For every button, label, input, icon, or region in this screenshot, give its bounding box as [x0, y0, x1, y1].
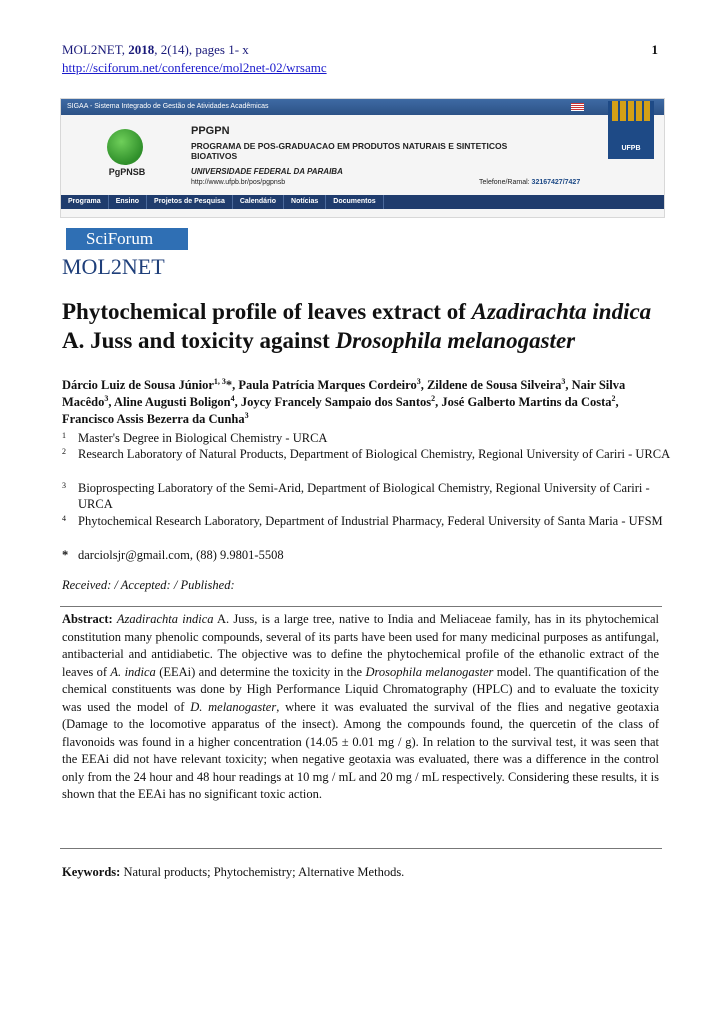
nav-item-projetos[interactable]: Projetos de Pesquisa	[147, 195, 233, 209]
abstract: Abstract: Azadirachta indica A. Juss, is a large tree, native to India and Meliaceae family, has in its phytochemical constitution many phenolic compounds, several of its parts have been used for many medicinal purposes as antifungal, antibacterial and antidiabetic. The objective was to define the phytochemical profile of the ethanolic extract of the leaves of A. indica (EEAi) and determine the toxicity in the Drosophila melanogaster model. The quantification of the chemical constituents was done by High Performance Liquid Chromatography (HPLC) and to evaluate the toxicity was used the model of D. melanogaster, where it was evaluated the survival of the flies and negative geotaxia (Damage to the locomotive apparatus of the insect). Among the compounds found, the quercetin of the class of flavonoids was found in a higher concentration (14.05 ± 0.01 mg / g). In relation to the survival test, it was seen that the EEAi did not have relevant toxicity; when negative geotaxia was evaluated, there was a difference in the control only from the 24 hour and 48 hour readings at 10 mg / mL and 20 mg / mL respectively. Considering these results, it is shown that the EEAi has no significant toxic action.	[62, 612, 660, 801]
author: Dárcio Luiz de Sousa Júnior$^{1, 3}$*,	[62, 376, 239, 392]
journal-name: MOL2NET	[62, 42, 122, 57]
author: José Galberto Martins da Costa$^2$,	[441, 393, 619, 409]
title-species-2: Drosophila melanogaster	[335, 328, 576, 353]
nav-item-noticias[interactable]: Notícias	[284, 195, 326, 209]
sciforum-badge: SciForum	[66, 228, 188, 250]
corresponding-contact: * darciolsjr@gmail.com, (88) 9.9801-5508	[62, 548, 284, 562]
nav-item-documentos[interactable]: Documentos	[326, 195, 383, 209]
nav-item-ensino[interactable]: Ensino	[109, 195, 147, 209]
pgpnsb-logo-icon	[107, 129, 143, 165]
divider-top	[60, 606, 662, 607]
program-banner	[60, 98, 665, 218]
program-site: http://www.ufpb.br/pos/pgpnsb	[191, 179, 286, 186]
university-name: UNIVERSIDADE FEDERAL DA PARAIBA	[191, 167, 343, 176]
program-phone: Telefone/Ramal: 32167427/7427	[479, 179, 581, 186]
keywords: Keywords: Natural products; Phytochemistry; Alternative Methods.	[62, 865, 405, 879]
author: Aline Augusti Boligon$^4$,	[113, 393, 241, 409]
affiliation-1: 1 Master's Degree in Biological Chemistry - URCA	[62, 431, 328, 445]
pgpnsb-label: PgPNSB	[108, 167, 146, 177]
affiliation-4: 4 Phytochemical Research Laboratory, Department of Industrial Pharmacy, Federal University of Santa Maria - UFSM	[62, 514, 663, 528]
conference-link[interactable]: http://sciforum.net/conference/mol2net-02/wrsamc	[62, 60, 327, 75]
divider-bottom	[60, 848, 662, 849]
flag-icon[interactable]	[571, 103, 584, 111]
author: Nair Silva Macêdo$^3$,	[62, 378, 626, 409]
program-acronym: PPGPN	[191, 125, 230, 137]
title-species-1: Azadirachta indica	[471, 299, 652, 324]
author: Paula Patrícia Marques Cordeiro$^3$,	[238, 376, 427, 392]
author-list	[62, 377, 672, 428]
author: Joycy Francely Sampaio dos Santos$^2$,	[240, 393, 442, 409]
keywords-label: Keywords:	[62, 865, 121, 879]
ufpb-label: UFPB	[621, 145, 641, 152]
ufpb-crest-icon	[612, 101, 650, 121]
sigaa-bar: SIGAA - Sistema Integrado de Gestão de Atividades Acadêmicas	[61, 99, 664, 115]
journal-volume: , 2(14), pages 1- x	[154, 42, 249, 57]
affiliation-3: 3 Bioprospecting Laboratory of the Semi-Arid, Department of Biological Chemistry, Regional University of Cariri - URCA	[62, 481, 650, 511]
nav-item-calendario[interactable]: Calendário	[233, 195, 284, 209]
page-number: 1	[651, 42, 658, 57]
affiliation-2: 2 Research Laboratory of Natural Products, Department of Biological Chemistry, Regional University of Cariri - URCA	[62, 447, 671, 461]
nav-item-programa[interactable]: Programa	[61, 195, 109, 209]
author: Francisco Assis Bezerra da Cunha$^3$	[62, 410, 249, 426]
running-header: MOL2NET, 2018, 2(14), pages 1- x	[62, 42, 249, 57]
banner-nav	[61, 195, 664, 209]
journal-year: 2018	[128, 42, 155, 57]
publication-dates: Received: / Accepted: / Published:	[62, 578, 235, 592]
abstract-label: Abstract:	[62, 612, 113, 626]
author: Zildene de Sousa Silveira$^3$,	[426, 376, 572, 392]
program-name: PROGRAMA DE POS-GRADUACAO EM PRODUTOS NATURAIS E SINTETICOS BIOATIVOS	[191, 141, 508, 161]
mol2net-heading: MOL2NET	[62, 254, 165, 279]
paper-title: Phytochemical profile of leaves extract of Azadirachta indica A. Juss and toxicity against Drosophila melanogaster	[62, 299, 652, 353]
